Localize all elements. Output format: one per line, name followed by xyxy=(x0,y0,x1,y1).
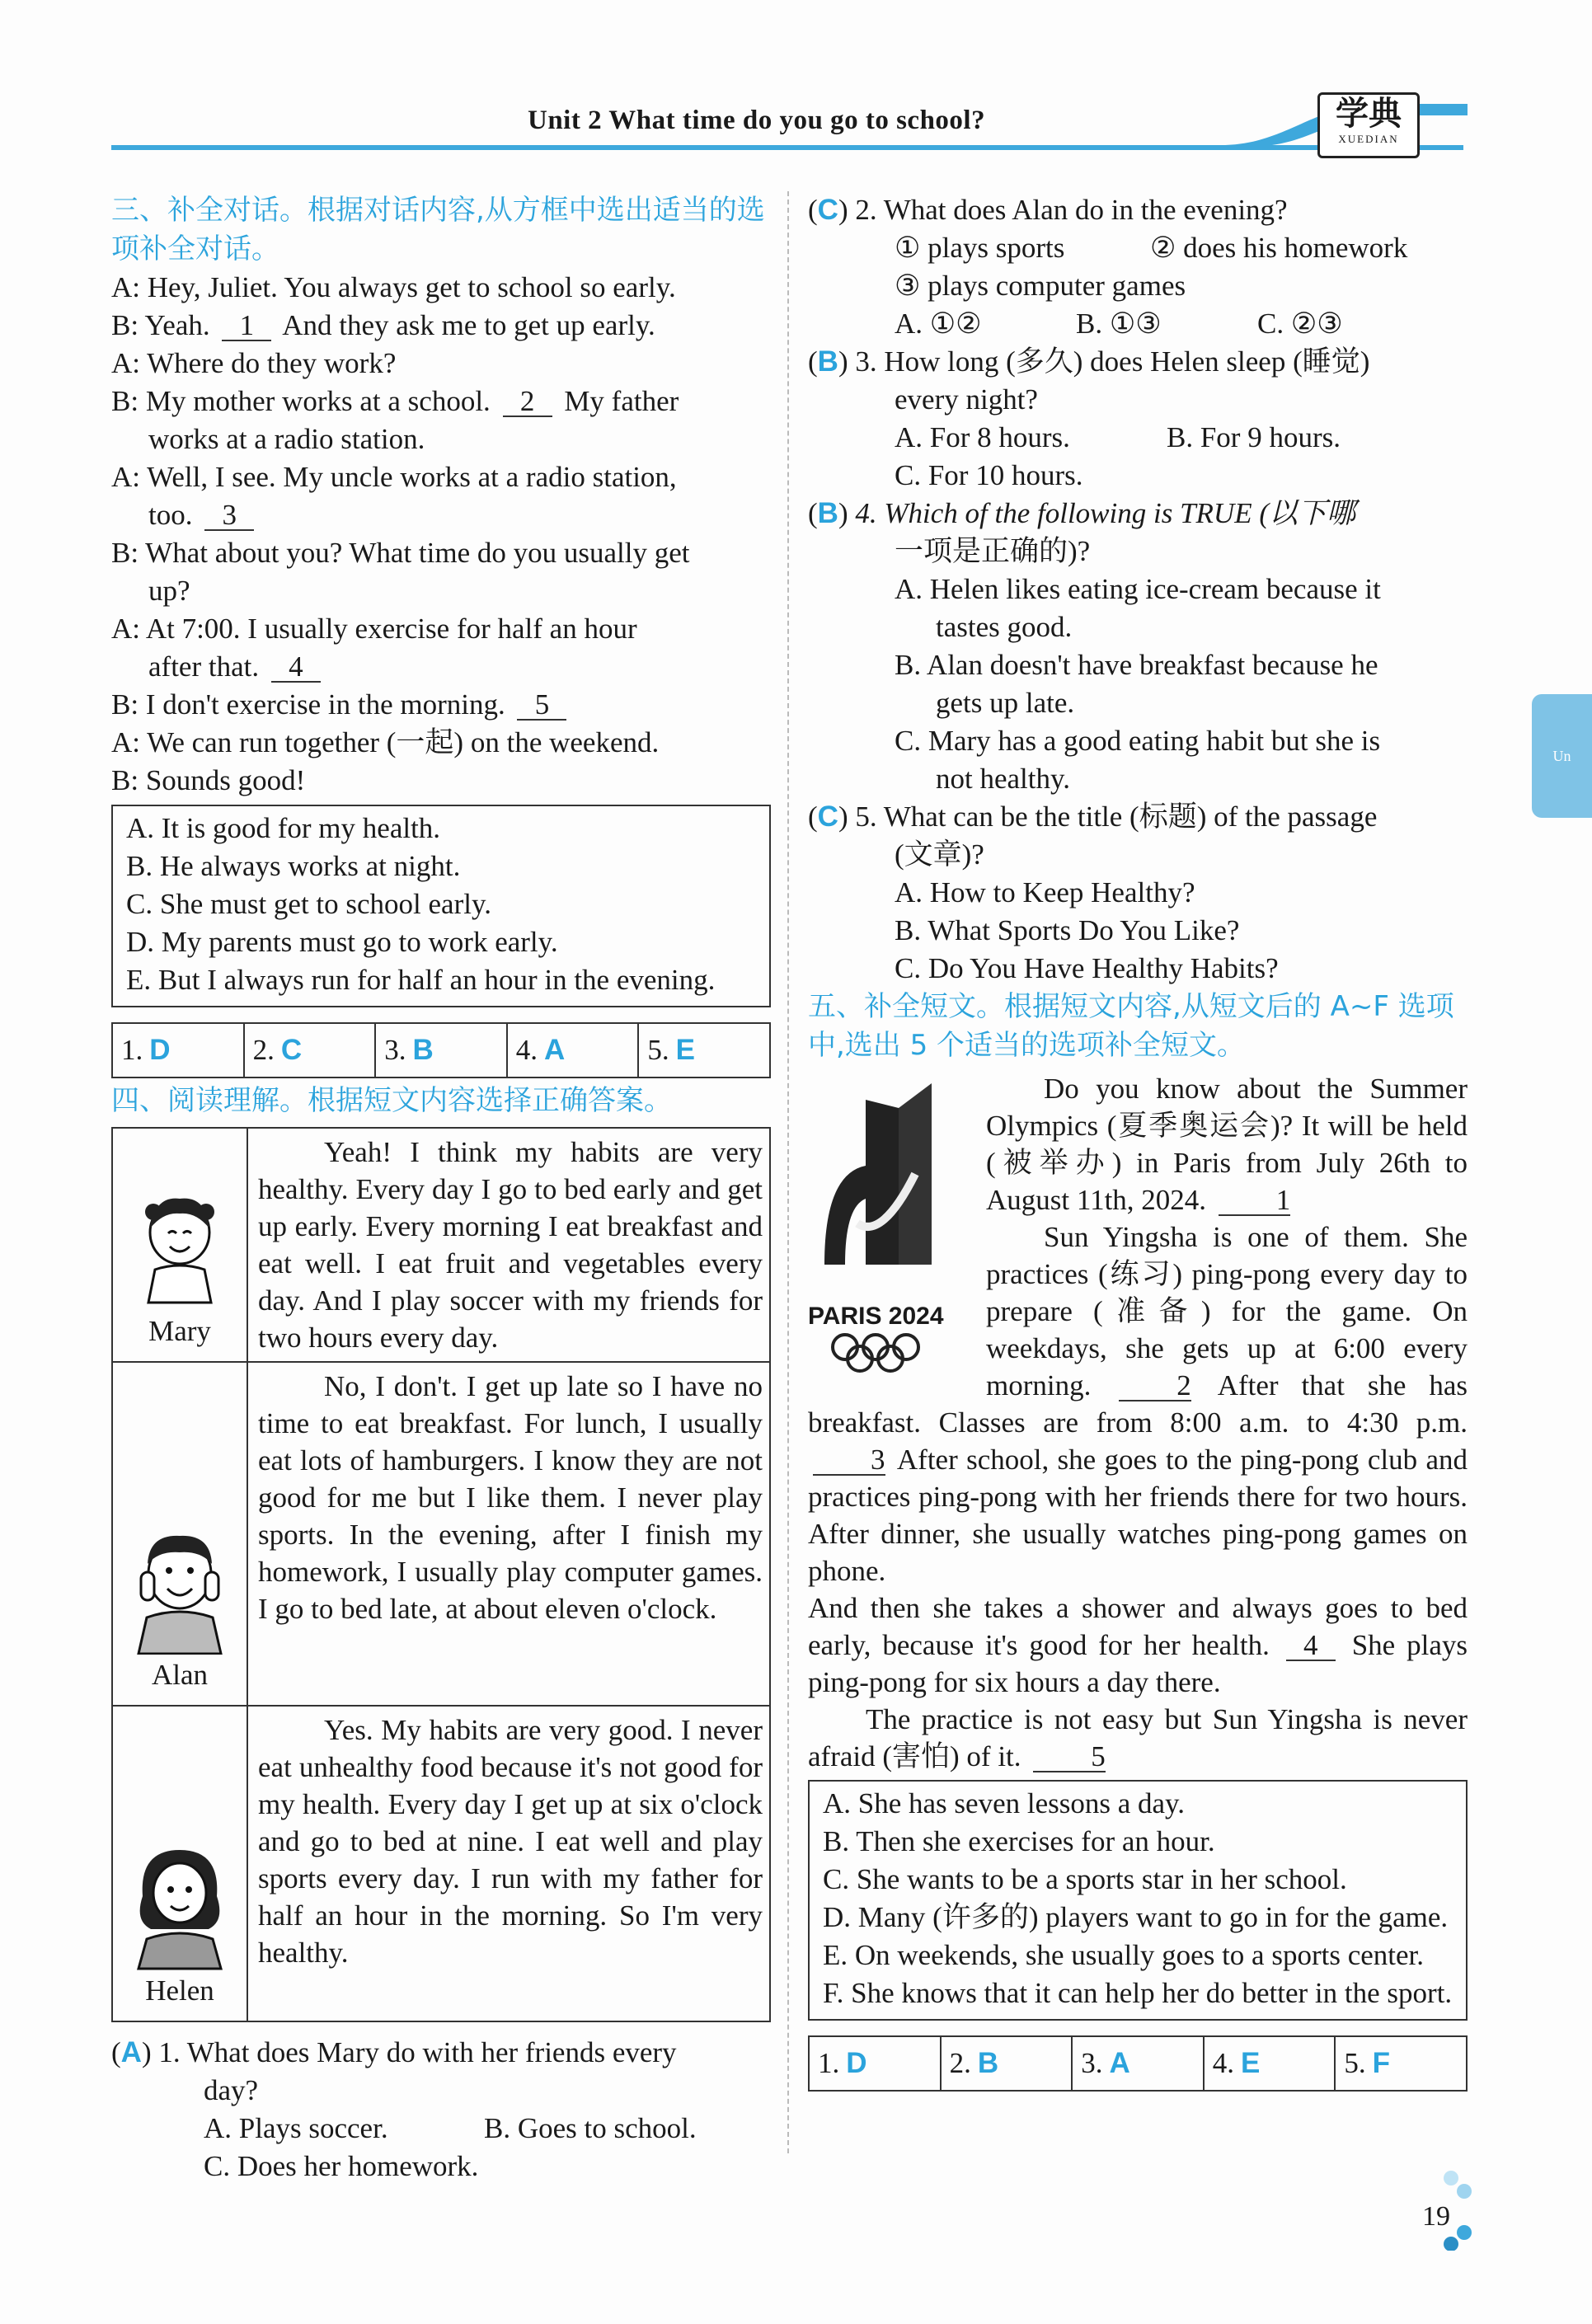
option-item: E. On weekends, she usually goes to a sports center. xyxy=(823,1939,1425,1971)
dialog-line: B: I don't exercise in the morning. 5 xyxy=(111,686,771,724)
q4-stem-cont: 一项是正确的)? xyxy=(895,535,1091,567)
mary-cell xyxy=(112,1128,247,1362)
section5-answer-row xyxy=(808,2035,1468,2092)
mary-text: Yeah! I think my habits are very healthy. Every day I go to bed early and get up early. Every morning I eat breakfast and eat well. I eat fruit and vegetables every day. And I play soccer with my friends for two hours every day. xyxy=(247,1128,770,1362)
left-column xyxy=(111,191,771,2185)
paris-2024-text: PARIS 2024 xyxy=(808,1303,944,1330)
passage-p3b: She plays ping-pong for six hours a day there. xyxy=(808,1629,1468,1698)
q2-choice-3: ③ plays computer games xyxy=(895,270,1186,302)
option-item: A. It is good for my health. xyxy=(126,812,441,844)
question-5: (C) 5. What can be the title (标题) of the passage (文章)? A. How to Keep Healthy? B. What Sports Do You Like? C. Do You Have Healthy Habits? xyxy=(808,798,1468,988)
passage-p1: Do you know about the Summer Olympics (夏季奥运会)? It will be held (被举办) in Paris from July 26th to August 11th, 2024. xyxy=(986,1073,1468,1216)
q4-option-b: B. Alan doesn't have breakfast because he xyxy=(895,649,1378,681)
dialog-line: A: Where do they work? xyxy=(111,347,397,379)
dialog-line: B: Sounds good! xyxy=(111,764,306,796)
question-1: (A) 1. What does Mary do with her friends every day? A. Plays soccer. B. Goes to school. C. Does her homework. xyxy=(111,2034,771,2185)
dialog-line: A: Hey, Juliet. You always get to school so early. xyxy=(111,271,676,303)
dialog-line: B: My mother works at a school. 2 My father xyxy=(111,385,679,417)
option-item: D. My parents must go to work early. xyxy=(126,926,558,958)
table-row xyxy=(112,1706,770,2021)
dialog-blank[interactable]: 1 xyxy=(222,312,271,341)
helen-text: Yes. My habits are very good. I never eat unhealthy food because it's not good for my health. Every day I get up at six o'clock and go to bed at nine. I eat well and play sports every day. I run with my father for half an hour in the morning. So I'm very healthy. xyxy=(247,1706,770,2021)
brand-logo xyxy=(1317,92,1420,158)
q5-option-c: C. Do You Have Healthy Habits? xyxy=(895,952,1279,984)
answer-cell: 1. D xyxy=(113,1024,245,1077)
q1-answer: A xyxy=(120,2036,142,2068)
unit-title: Unit 2 What time do you go to school? xyxy=(528,106,986,135)
answer-cell: 3. B xyxy=(376,1024,508,1077)
dialog-line: works at a radio station. xyxy=(148,423,425,455)
answer-cell: 1. D xyxy=(810,2037,942,2090)
answer-cell: 5. F xyxy=(1344,2047,1391,2079)
question-2: (C) 2. What does Alan do in the evening? ① plays sports ② does his homework ③ plays computer games A. ①② B. ①③ C. ②③ xyxy=(808,191,1468,343)
dialog-blank[interactable]: 2 xyxy=(503,387,552,417)
q2-stem: 2. What does Alan do in the evening? xyxy=(855,194,1288,226)
option-item: E. But I always run for half an hour in the evening. xyxy=(126,964,716,996)
dialog-line: A: At 7:00. I usually exercise for half an hour xyxy=(111,613,637,645)
q2-choice-2: ② does his homework xyxy=(1150,232,1408,264)
q4-option-c-cont: not healthy. xyxy=(936,763,1070,795)
answer-cell: 3. A xyxy=(1073,2037,1205,2090)
q3-option-c: C. For 10 hours. xyxy=(895,459,1083,491)
answer-cell: 2. C xyxy=(245,1024,377,1077)
passage-p2b: After that she has breakfast. Classes are from 8:00 a.m. to 4:30 p.m. xyxy=(808,1369,1468,1439)
q5-stem: 5. What can be the title (标题) of the passage xyxy=(855,800,1378,833)
option-item: C. She wants to be a sports star in her school. xyxy=(823,1863,1347,1895)
paris-2024-logo xyxy=(808,1075,973,1372)
q2-option-a: A. ①② xyxy=(895,308,982,340)
q5-stem-cont: (文章)? xyxy=(895,838,984,871)
dialog-line: A: We can run together (一起) on the weekend. xyxy=(111,726,660,758)
reading-table xyxy=(111,1127,771,2022)
q1-stem: 1. What does Mary do with her friends every xyxy=(158,2036,677,2068)
mary-illustration-icon xyxy=(130,1187,229,1311)
q2-option-c: C. ②③ xyxy=(1257,308,1343,340)
header-rule xyxy=(111,145,1463,150)
answer-cell: 2. B xyxy=(942,2037,1073,2090)
q1-option-b: B. Goes to school. xyxy=(484,2112,697,2144)
brand-cn: 学典 xyxy=(1336,94,1402,133)
passage-blank-1[interactable]: 1 xyxy=(1219,1186,1291,1216)
question-3: (B) 3. How long (多久) does Helen sleep (睡觉) every night? A. For 8 hours. B. For 9 hours. C. For 10 hours. xyxy=(808,343,1468,495)
question-4: (B) 4. Which of the following is TRUE (以下哪 一项是正确的)? A. Helen likes eating ice-cream because it tastes good. B. Alan doesn't have breakfast because he gets up late. C. Mary has a good eating habit but she is not healthy. xyxy=(808,495,1468,798)
option-item: C. She must get to school early. xyxy=(126,888,491,920)
q5-option-a: A. How to Keep Healthy? xyxy=(895,876,1195,908)
q1-stem-cont: day? xyxy=(204,2074,259,2106)
q4-option-b-cont: gets up late. xyxy=(936,687,1075,719)
passage-blank-3[interactable]: 3 xyxy=(813,1446,885,1476)
passage xyxy=(808,1070,1468,1775)
helen-cell xyxy=(112,1706,247,2021)
dialog-blank[interactable]: 3 xyxy=(204,501,254,531)
dialog xyxy=(111,269,771,800)
table-row xyxy=(112,1128,770,1362)
passage-blank-2[interactable]: 2 xyxy=(1119,1372,1191,1401)
q3-stem-cont: every night? xyxy=(895,383,1038,416)
right-column xyxy=(808,191,1468,2092)
q3-option-a: A. For 8 hours. xyxy=(895,421,1070,453)
section3-answer-row xyxy=(111,1022,771,1078)
option-item: D. Many (许多的) players want to go in for the game. xyxy=(823,1901,1449,1933)
person-name: Mary xyxy=(148,1315,211,1347)
section5-option-box xyxy=(808,1780,1468,2021)
q4-option-c: C. Mary has a good eating habit but she is xyxy=(895,725,1381,757)
answer-cell: 5. E xyxy=(647,1034,695,1066)
passage-p3a: And then she takes a shower and always goes to bed early, because it's good for her health. xyxy=(808,1592,1468,1661)
q2-option-b: B. ①③ xyxy=(1076,308,1162,340)
alan-illustration-icon xyxy=(126,1523,233,1655)
passage-blank-4[interactable]: 4 xyxy=(1286,1631,1336,1661)
passage-blank-5[interactable]: 5 xyxy=(1033,1743,1106,1772)
q1-option-a: A. Plays soccer. xyxy=(204,2112,388,2144)
column-divider xyxy=(787,191,789,2153)
person-name: Helen xyxy=(145,1974,214,2007)
answer-cell: 4. A xyxy=(508,1024,640,1077)
section3-option-box xyxy=(111,805,771,1007)
paris-2024-emblem-icon xyxy=(808,1075,973,1322)
q1-option-c: C. Does her homework. xyxy=(204,2150,479,2182)
q5-option-b: B. What Sports Do You Like? xyxy=(895,914,1240,946)
q2-answer: C xyxy=(817,194,838,226)
answer-cell: 4. E xyxy=(1205,2037,1336,2090)
alan-text: No, I don't. I get up late so I have no time to eat breakfast. For lunch, I usually eat lots of hamburgers. I know they are not good for me but I like them. I never play sports. In the evening, after I finish my homework, I usually play computer games. I go to bed late, at about eleven o'clock. xyxy=(247,1362,770,1706)
alan-cell xyxy=(112,1362,247,1706)
dialog-line: too. 3 xyxy=(111,496,771,534)
option-item: A. She has seven lessons a day. xyxy=(823,1787,1186,1819)
section3-title: 三、补全对话。根据对话内容,从方框中选出适当的选项补全对话。 xyxy=(111,194,765,265)
option-item: B. He always works at night. xyxy=(126,850,461,882)
dialog-line: B: Yeah. 1 And they ask me to get up early. xyxy=(111,309,655,341)
q4-option-a: A. Helen likes eating ice-cream because it xyxy=(895,573,1381,605)
q3-option-b: B. For 9 hours. xyxy=(1167,421,1341,453)
q2-choice-1: ① plays sports xyxy=(895,232,1065,264)
side-unit-tab: Un xyxy=(1532,694,1592,818)
section5-title: 五、补全短文。根据短文内容,从短文后的 A~F 选项中,选出 5 个适当的选项补全短文。 xyxy=(808,990,1454,1062)
brand-en: XUEDIAN xyxy=(1338,133,1399,145)
option-item: B. Then she exercises for an hour. xyxy=(823,1825,1215,1857)
dialog-blank[interactable]: 4 xyxy=(271,653,321,683)
person-name: Alan xyxy=(151,1659,209,1691)
dialog-line: up? xyxy=(148,575,190,607)
q4-stem: 4. Which of the following is TRUE (以下哪 xyxy=(855,497,1355,529)
dialog-line: A: Well, I see. My uncle works at a radio station, xyxy=(111,461,677,493)
q5-answer: C xyxy=(817,800,838,833)
helen-illustration-icon xyxy=(126,1838,233,1970)
dialog-blank[interactable]: 5 xyxy=(517,691,566,721)
option-item: F. She knows that it can help her do better in the sport. xyxy=(823,1977,1453,2009)
dialog-line: B: What about you? What time do you usually get xyxy=(111,537,690,569)
q3-answer: B xyxy=(817,345,838,378)
passage-p2c: After school, she goes to the ping-pong club and practices ping-pong with her friends there for two hours. After dinner, she usually watches ping-pong games on phone. xyxy=(808,1444,1468,1587)
section4-title: 四、阅读理解。根据短文内容选择正确答案。 xyxy=(111,1084,672,1117)
q3-stem: 3. How long (多久) does Helen sleep (睡觉) xyxy=(855,345,1370,378)
dialog-line: after that. 4 xyxy=(111,648,771,686)
q4-option-a-cont: tastes good. xyxy=(936,611,1073,643)
page-number: 19 xyxy=(1422,2201,1450,2232)
passage-p4: The practice is not easy but Sun Yingsha is never afraid (害怕) of it. xyxy=(808,1703,1468,1772)
q4-answer: B xyxy=(817,497,838,529)
table-row xyxy=(112,1362,770,1706)
olympic-rings-icon xyxy=(824,1332,948,1373)
passage-p2a: Sun Yingsha is one of them. She practices (练习) ping-pong every day to prepare (准备) for the game. On weekdays, she gets up at 6:00 every morning. xyxy=(986,1221,1468,1401)
